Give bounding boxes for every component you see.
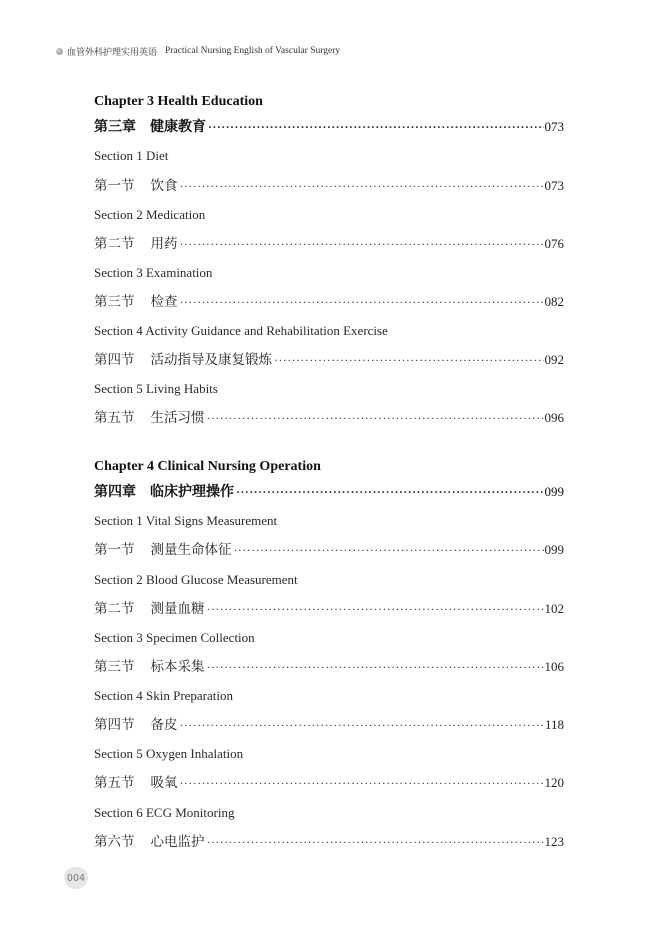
dot-leader <box>205 832 544 852</box>
section-title-cn: 测量血糖 <box>150 601 205 617</box>
section-entry-cn[interactable] <box>94 540 564 560</box>
page-number: 120 <box>544 775 564 790</box>
section-label: 第一节 <box>94 542 135 558</box>
section-entry-cn[interactable] <box>94 773 564 793</box>
chapter-3-title-en: Chapter 3 Health Education <box>94 94 263 109</box>
section-title-cn: 备皮 <box>150 717 178 733</box>
page-number: 092 <box>544 352 564 367</box>
chapter-label: 第四章 <box>94 484 136 500</box>
section-title-en: Section 4 Skin Preparation <box>94 688 234 703</box>
section-title-cn: 用药 <box>150 236 178 252</box>
section-title-en: Section 2 Blood Glucose Measurement <box>94 572 298 587</box>
section-title-cn: 饮食 <box>150 178 178 194</box>
section-title-en: Section 1 Vital Signs Measurement <box>94 513 278 528</box>
dot-leader <box>178 234 544 254</box>
section-label: 第三节 <box>94 659 135 675</box>
section-title-en: Section 3 Specimen Collection <box>94 630 255 645</box>
section-title-en: Section 5 Oxygen Inhalation <box>94 746 244 761</box>
page-number: 073 <box>544 178 564 193</box>
section-entry-cn[interactable] <box>94 292 564 312</box>
chapter-label: 第三章 <box>94 119 136 135</box>
section-label: 第五节 <box>94 775 135 791</box>
page-number: 118 <box>544 717 564 732</box>
dot-leader <box>206 117 544 137</box>
dot-leader <box>205 657 544 677</box>
section-title-cn: 标本采集 <box>150 659 205 675</box>
chapter-title-cn: 临床护理操作 <box>150 484 234 500</box>
dot-leader <box>205 599 544 619</box>
section-entry-cn[interactable] <box>94 408 564 428</box>
section-title-en: Section 4 Activity Guidance and Rehabilitation Exercise <box>94 323 388 338</box>
section-entry-cn[interactable] <box>94 599 564 619</box>
dot-leader <box>232 540 544 560</box>
section-label: 第五节 <box>94 410 135 426</box>
section-title-en: Section 1 Diet <box>94 148 169 163</box>
section-label: 第六节 <box>94 834 135 850</box>
header-title-cn: 血管外科护理实用英语 <box>67 47 158 58</box>
dot-leader <box>234 482 544 502</box>
section-entry-cn[interactable] <box>94 832 564 852</box>
dot-leader <box>178 773 544 793</box>
dot-leader <box>178 715 544 735</box>
dot-leader <box>205 408 544 428</box>
section-title-en: Section 3 Examination <box>94 265 213 280</box>
header-title-en: Practical Nursing English of Vascular Surgery <box>165 46 341 56</box>
page-number: 123 <box>544 834 564 849</box>
section-label: 第四节 <box>94 352 135 368</box>
section-label: 第一节 <box>94 178 135 194</box>
page-number: 099 <box>544 484 564 499</box>
section-title-en: Section 6 ECG Monitoring <box>94 805 235 820</box>
dot-leader <box>178 176 544 196</box>
section-title-cn: 心电监护 <box>150 834 205 850</box>
page-number: 076 <box>544 236 564 251</box>
page-number: 082 <box>544 294 564 309</box>
section-title-cn: 生活习惯 <box>150 410 205 426</box>
section-entry-cn[interactable] <box>94 350 564 370</box>
section-label: 第二节 <box>94 601 135 617</box>
folio-page-number: 004 <box>64 867 88 889</box>
chapter-title-cn: 健康教育 <box>150 119 206 135</box>
section-title-cn: 测量生命体征 <box>150 542 232 558</box>
section-title-cn: 吸氧 <box>150 775 178 791</box>
page-number: 106 <box>544 659 564 674</box>
page-number: 102 <box>544 601 564 616</box>
section-title-en: Section 2 Medication <box>94 207 206 222</box>
section-title-en: Section 5 Living Habits <box>94 381 218 396</box>
page-number: 099 <box>544 542 564 557</box>
dot-leader <box>272 350 544 370</box>
section-entry-cn[interactable] <box>94 657 564 677</box>
section-label: 第四节 <box>94 717 135 733</box>
chapter-4-entry-cn[interactable] <box>94 482 564 502</box>
section-entry-cn[interactable] <box>94 715 564 735</box>
section-entry-cn[interactable] <box>94 176 564 196</box>
page-number: 073 <box>544 119 564 134</box>
section-entry-cn[interactable] <box>94 234 564 254</box>
chapter-4-title-en: Chapter 4 Clinical Nursing Operation <box>94 459 321 474</box>
chapter-3-entry-cn[interactable] <box>94 117 564 137</box>
section-title-cn: 检查 <box>150 294 178 310</box>
section-title-cn: 活动指导及康复锻炼 <box>150 352 272 368</box>
dot-leader <box>178 292 544 312</box>
section-label: 第二节 <box>94 236 135 252</box>
section-label: 第三节 <box>94 294 135 310</box>
page-number: 096 <box>544 410 564 425</box>
